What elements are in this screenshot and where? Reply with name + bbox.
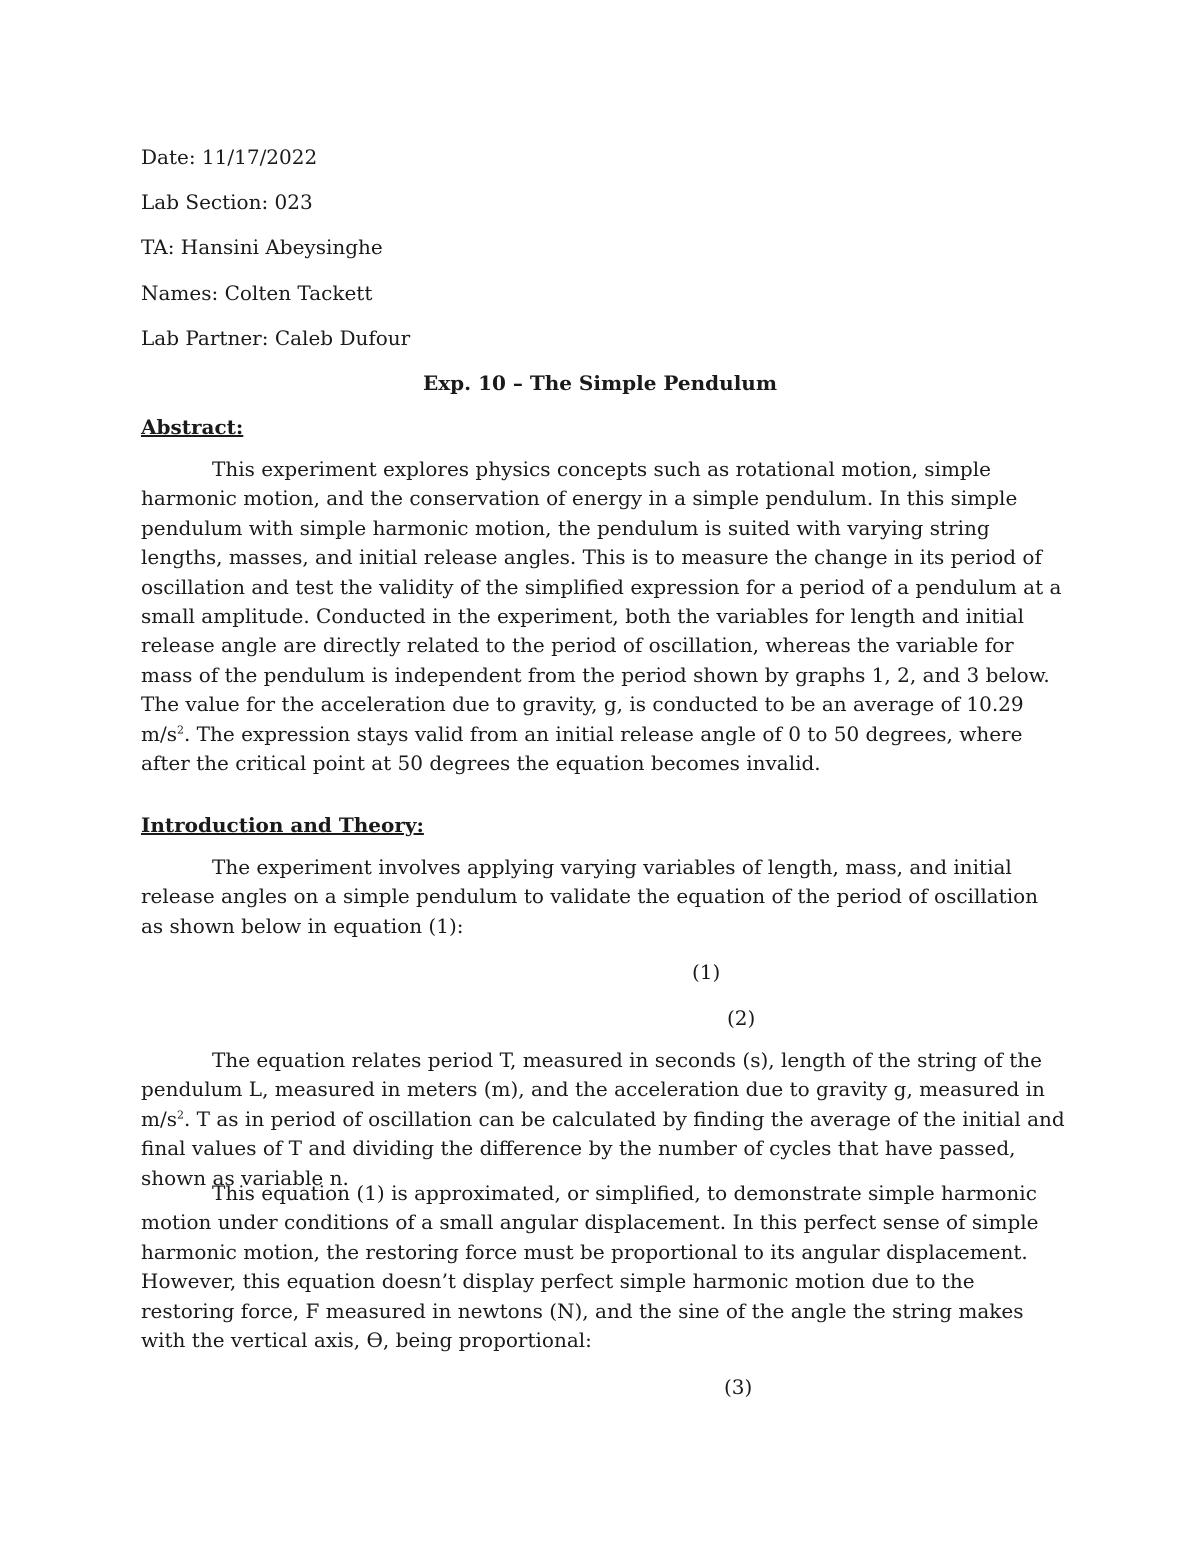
ta-line: TA: Hansini Abeysinghe [141,235,383,259]
abstract-text-end: . The expression stays valid from an initial release angle of 0 to 50 degrees, where after the critical point at 50 degrees the equation becomes invalid. [141,721,1023,776]
equation-number-3: (3) [724,1375,753,1399]
abstract-paragraph [141,455,1066,778]
introduction-text-1: The experiment involves applying varying variables of length, mass, and initial release angles on a simple pendulum to validate the equation of the period of oscillation as shown below in equation (1): [141,855,1039,938]
date-line: Date: 11/17/2022 [141,145,318,169]
introduction-heading: Introduction and Theory: [141,813,424,837]
equation-number-2: (2) [727,1006,756,1030]
equation-number-1: (1) [692,960,721,984]
abstract-superscript: 2 [176,723,184,736]
lab-section-line: Lab Section: 023 [141,190,313,214]
introduction-paragraph-1 [141,853,1066,941]
introduction-text-3: This equation (1) is approximated, or simplified, to demonstrate simple harmonic motion under conditions of a small angular displacement. In this perfect sense of simple harmonic motion, the restoring force must be proportional to its angular displacement. However, this equation doesn’t display perfect simple harmonic motion due to the restoring force, F measured in newtons (N), and the sine of the angle the string makes with the vertical axis, ϴ, being proportional: [141,1181,1039,1353]
introduction-paragraph-2 [141,1046,1066,1193]
lab-partner-line: Lab Partner: Caleb Dufour [141,326,411,350]
abstract-heading: Abstract: [141,415,244,439]
names-line: Names: Colten Tackett [141,281,373,305]
introduction-superscript: 2 [176,1108,184,1122]
introduction-paragraph-3 [141,1179,1066,1355]
introduction-text-2-end: . T as in period of oscillation can be calculated by finding the average of the initial and final values of T and dividing the difference by the number of cycles that have passed, shown as variable n. [141,1106,1065,1190]
introduction-text-2-start: The equation relates period T, measured in seconds (s), length of the string of the pendulum L, measured in meters (m), and the acceleration due to gravity g, measured in m/s [141,1048,1045,1131]
abstract-text-start: This experiment explores physics concepts such as rotational motion, simple harmonic motion, and the conservation of energy in a simple pendulum. In this simple pendulum with simple harmonic motion, the pendulum is suited with varying string lengths, masses, and initial release angles. This is to measure the change in its period of oscillation and test the validity of the simplified expression for a period of a pendulum at a small amplitude. Conducted in the experiment, both the variables for length and initial release angle are directly related to the period of oscillation, whereas the variable for mass of the pendulum is independent from the period shown by graphs 1, 2, and 3 below. The value for the acceleration due to gravity, g, is conducted to be an average of 10.29 m/s [141,457,1062,746]
document-title: Exp. 10 – The Simple Pendulum [422,371,777,395]
